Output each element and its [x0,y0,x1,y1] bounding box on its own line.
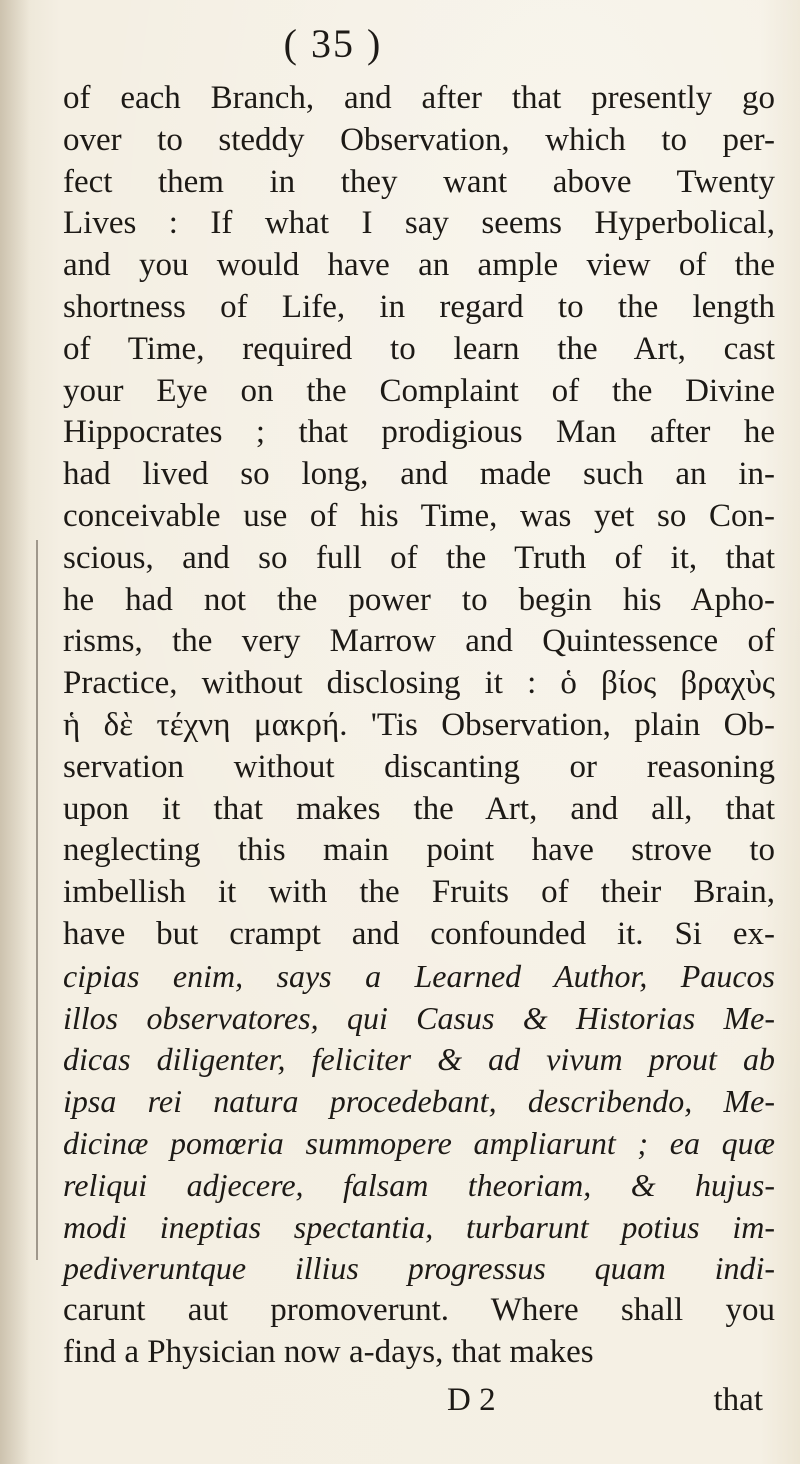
text-line: scious, and so full of the Truth of it, that [63,539,775,576]
text-line: your Eye on the Complaint of the Divine [63,372,775,409]
page-edge-mark [36,540,44,1260]
body-text [63,78,775,1374]
latin-quote-line: dicinæ pomœria summopere ampliarunt ; ea quæ [63,1124,775,1161]
signature-mark: D 2 [447,1382,496,1418]
latin-quote-line: dicas diligenter, feliciter & ad vivum prout ab [63,1041,775,1078]
text-line: he had not the power to begin his Apho- [63,581,775,618]
text-line: neglecting this main point have strove to [63,832,775,869]
catchword: that [713,1382,763,1418]
text-line: upon it that makes the Art, and all, that [63,790,775,827]
latin-quote-line: pediveruntque illius progressus quam indi- [63,1250,775,1287]
text-line: had lived so long, and made such an in- [63,456,775,493]
latin-quote-line: reliqui adjecere, falsam theoriam, & hujus- [63,1166,775,1203]
page-footer [63,1379,775,1421]
latin-quote-line: cipias enim, says a Learned Author, Paucos [63,957,775,994]
text-line: of Time, required to learn the Art, cast [63,330,775,367]
gutter-shadow [0,0,30,1464]
text-line: Lives : If what I say seems Hyperbolical, [63,205,775,242]
text-line: find a Physician now a-days, that makes [63,1333,594,1370]
text-line: conceivable use of his Time, was yet so Con- [63,497,775,534]
text-line: shortness of Life, in regard to the length [63,288,775,325]
latin-quote-line: modi ineptias spectantia, turbarunt potius im- [63,1208,775,1245]
text-line: servation without discanting or reasoning [63,748,775,785]
text-line: Practice, without disclosing it : ὁ βίος βραχὺς [63,665,775,702]
text-line: have but crampt and confounded it. Si ex- [63,915,775,952]
text-line: Hippocrates ; that prodigious Man after he [63,414,775,451]
page-number: ( 35 ) [283,21,383,66]
text-line: of each Branch, and after that presently go [63,80,775,116]
text-line: over to steddy Observation, which to per- [63,121,775,158]
text-line: carunt aut promoverunt. Where shall you [63,1292,775,1329]
text-line: risms, the very Marrow and Quintessence of [63,623,775,660]
latin-quote-line: illos observatores, qui Casus & Historias Me- [63,999,775,1036]
text-line: and you would have an ample view of the [63,247,775,284]
text-line: fect them in they want above Twenty [63,163,775,200]
text-line: ἡ δὲ τέχνη μακρή. 'Tis Observation, plain Ob- [63,706,775,743]
text-line: imbellish it with the Fruits of their Brain, [63,874,775,911]
latin-quote-line: ipsa rei natura procedebant, describendo, Me- [63,1083,775,1120]
